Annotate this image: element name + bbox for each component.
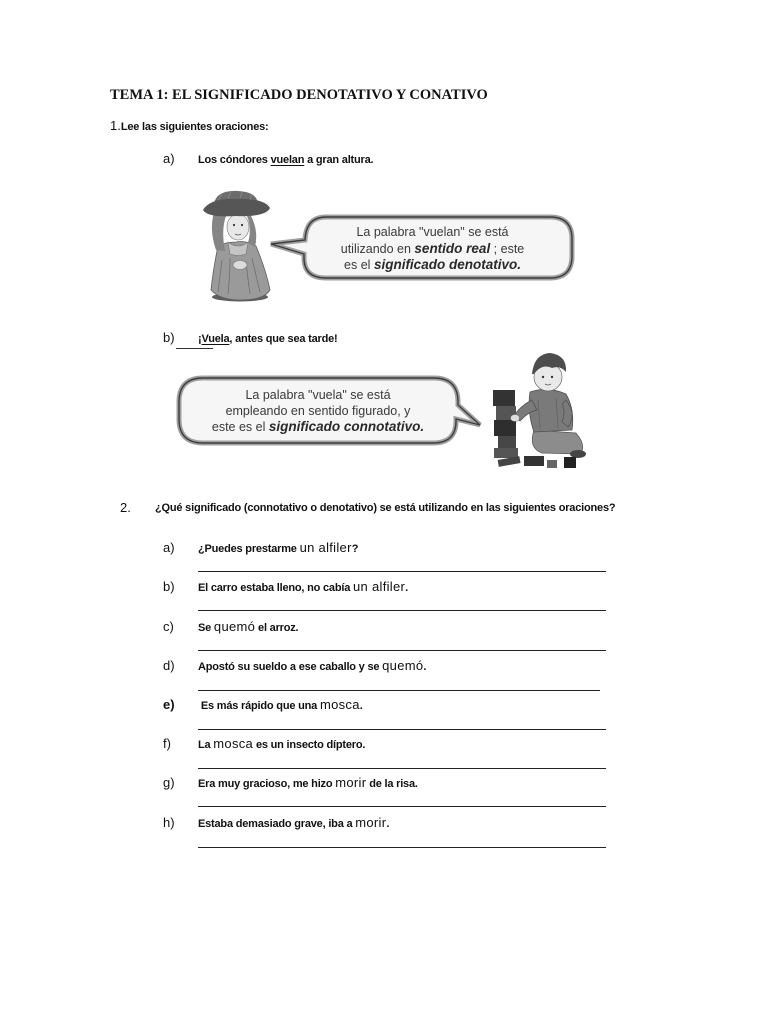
example-a-underlined-word: vuelan bbox=[270, 154, 305, 166]
item-key-phrase: quemó bbox=[213, 619, 256, 634]
item-label: f) bbox=[163, 736, 171, 751]
item-sentence bbox=[198, 619, 298, 636]
bubble-b-line-1 bbox=[185, 388, 451, 404]
example-b-sentence bbox=[198, 330, 338, 347]
exercise-item-f bbox=[0, 736, 768, 752]
item-text-pre: Era muy gracioso, me hizo bbox=[198, 778, 336, 790]
speech-bubble-connotative-text bbox=[185, 388, 451, 436]
item-text-pre: Estaba demasiado grave, iba a bbox=[198, 818, 356, 830]
item-sentence bbox=[198, 815, 389, 832]
item-sentence bbox=[198, 579, 408, 596]
item-label: g) bbox=[163, 775, 175, 790]
exercise-item-b bbox=[0, 579, 768, 595]
example-b-underline bbox=[176, 348, 213, 349]
example-a-before: Los cóndores bbox=[198, 154, 271, 166]
item-text-post: . bbox=[423, 661, 427, 673]
item-text-post: . bbox=[359, 700, 363, 712]
item-label: h) bbox=[163, 815, 175, 830]
example-b-label: b) bbox=[163, 330, 175, 345]
bubble-a-line-2-post: ; este bbox=[490, 241, 525, 256]
page-title: TEMA 1: EL SIGNIFICADO DENOTATIVO Y CONATIVO bbox=[110, 87, 488, 103]
speech-bubble-denotative-text bbox=[305, 225, 560, 274]
answer-line bbox=[198, 610, 606, 611]
item-sentence bbox=[198, 540, 358, 557]
item-text-post: el arroz. bbox=[255, 622, 299, 634]
answer-line bbox=[198, 768, 606, 769]
item-label: e) bbox=[163, 697, 175, 712]
bubble-a-line-1 bbox=[305, 225, 560, 241]
section-2-question: ¿Qué significado (connotativo o denotativo) se está utilizando en las siguientes oraciones? bbox=[155, 502, 616, 514]
item-key-phrase: mosca bbox=[213, 736, 254, 751]
section-1-number: 1. bbox=[110, 118, 121, 133]
section-1-heading bbox=[0, 118, 768, 134]
bubble-b-line-3-pre: este es el bbox=[211, 420, 269, 434]
exercise-item-g bbox=[0, 775, 768, 791]
example-a-label: a) bbox=[163, 151, 175, 166]
example-b-after: , antes que sea tarde! bbox=[229, 333, 338, 345]
exercise-item-a bbox=[0, 540, 768, 556]
item-text-pre: Es más rápido que una bbox=[198, 700, 320, 712]
bubble-b-line-2-text: empleando en sentido figurado, y bbox=[225, 403, 411, 418]
section-2-number: 2. bbox=[120, 500, 131, 515]
exercise-item-h bbox=[0, 815, 768, 831]
answer-line bbox=[198, 690, 600, 691]
item-text-post: ? bbox=[351, 543, 359, 555]
item-sentence bbox=[198, 697, 363, 714]
bubble-a-line-1-text: La palabra "vuelan" se está bbox=[356, 225, 509, 239]
exercise-item-c bbox=[0, 619, 768, 635]
answer-line bbox=[198, 847, 606, 848]
exercise-item-d bbox=[0, 658, 768, 674]
item-text-post: . bbox=[405, 582, 408, 594]
item-text-pre: ¿Puedes prestarme bbox=[198, 543, 300, 555]
item-text-pre: El carro estaba lleno, no cabía bbox=[198, 582, 353, 594]
answer-line bbox=[198, 571, 606, 572]
exercise-item-e bbox=[0, 697, 768, 713]
item-label: d) bbox=[163, 658, 175, 673]
item-text-post: es un insecto díptero. bbox=[253, 739, 366, 751]
item-key-phrase: un alfiler bbox=[299, 540, 352, 555]
item-text-post: de la risa. bbox=[366, 778, 418, 790]
girl-with-hat-illustration bbox=[200, 190, 272, 302]
bubble-b-line-3-emphasis: significado connotativo. bbox=[268, 419, 425, 434]
item-text-pre: La bbox=[198, 739, 214, 751]
item-label: a) bbox=[163, 540, 175, 555]
bubble-b-line-1-text: La palabra "vuela" se está bbox=[245, 388, 391, 402]
item-label: c) bbox=[163, 619, 174, 634]
bubble-a-line-3-emphasis: significado denotativo. bbox=[373, 257, 521, 272]
example-a-sentence bbox=[198, 151, 373, 168]
section-1-instruction: Lee las siguientes oraciones: bbox=[120, 121, 269, 133]
bubble-a-line-3-pre: es el bbox=[344, 258, 374, 272]
item-key-phrase: quemó bbox=[382, 658, 424, 673]
item-label: b) bbox=[163, 579, 175, 594]
bubble-a-line-2 bbox=[305, 241, 560, 258]
boy-with-blocks-illustration bbox=[490, 350, 590, 475]
item-key-phrase: mosca bbox=[319, 697, 360, 712]
bubble-b-line-2 bbox=[185, 404, 451, 420]
answer-line bbox=[198, 729, 606, 730]
item-text-pre: Se bbox=[198, 622, 214, 634]
example-b-before: ¡ bbox=[198, 333, 202, 345]
bubble-b-line-3 bbox=[185, 419, 451, 436]
item-text-pre: Apostó su sueldo a ese caballo y se bbox=[198, 661, 383, 673]
example-b bbox=[0, 330, 768, 346]
example-b-underlined-word: Vuela bbox=[201, 333, 230, 345]
item-sentence bbox=[198, 736, 365, 753]
item-key-phrase: morir bbox=[355, 815, 387, 830]
example-a bbox=[0, 151, 768, 167]
section-1-line bbox=[110, 118, 269, 135]
item-sentence bbox=[198, 658, 426, 675]
item-sentence bbox=[198, 775, 418, 792]
bubble-a-line-2-pre: utilizando en bbox=[340, 241, 415, 256]
example-a-after: a gran altura. bbox=[304, 154, 374, 166]
item-key-phrase: un alfiler bbox=[353, 579, 406, 594]
bubble-a-line-2-emphasis: sentido real bbox=[414, 240, 491, 256]
bubble-a-line-3 bbox=[305, 257, 560, 274]
answer-line bbox=[198, 650, 606, 651]
answer-line bbox=[198, 806, 606, 807]
item-key-phrase: morir bbox=[335, 775, 367, 790]
item-text-post: . bbox=[386, 818, 390, 830]
